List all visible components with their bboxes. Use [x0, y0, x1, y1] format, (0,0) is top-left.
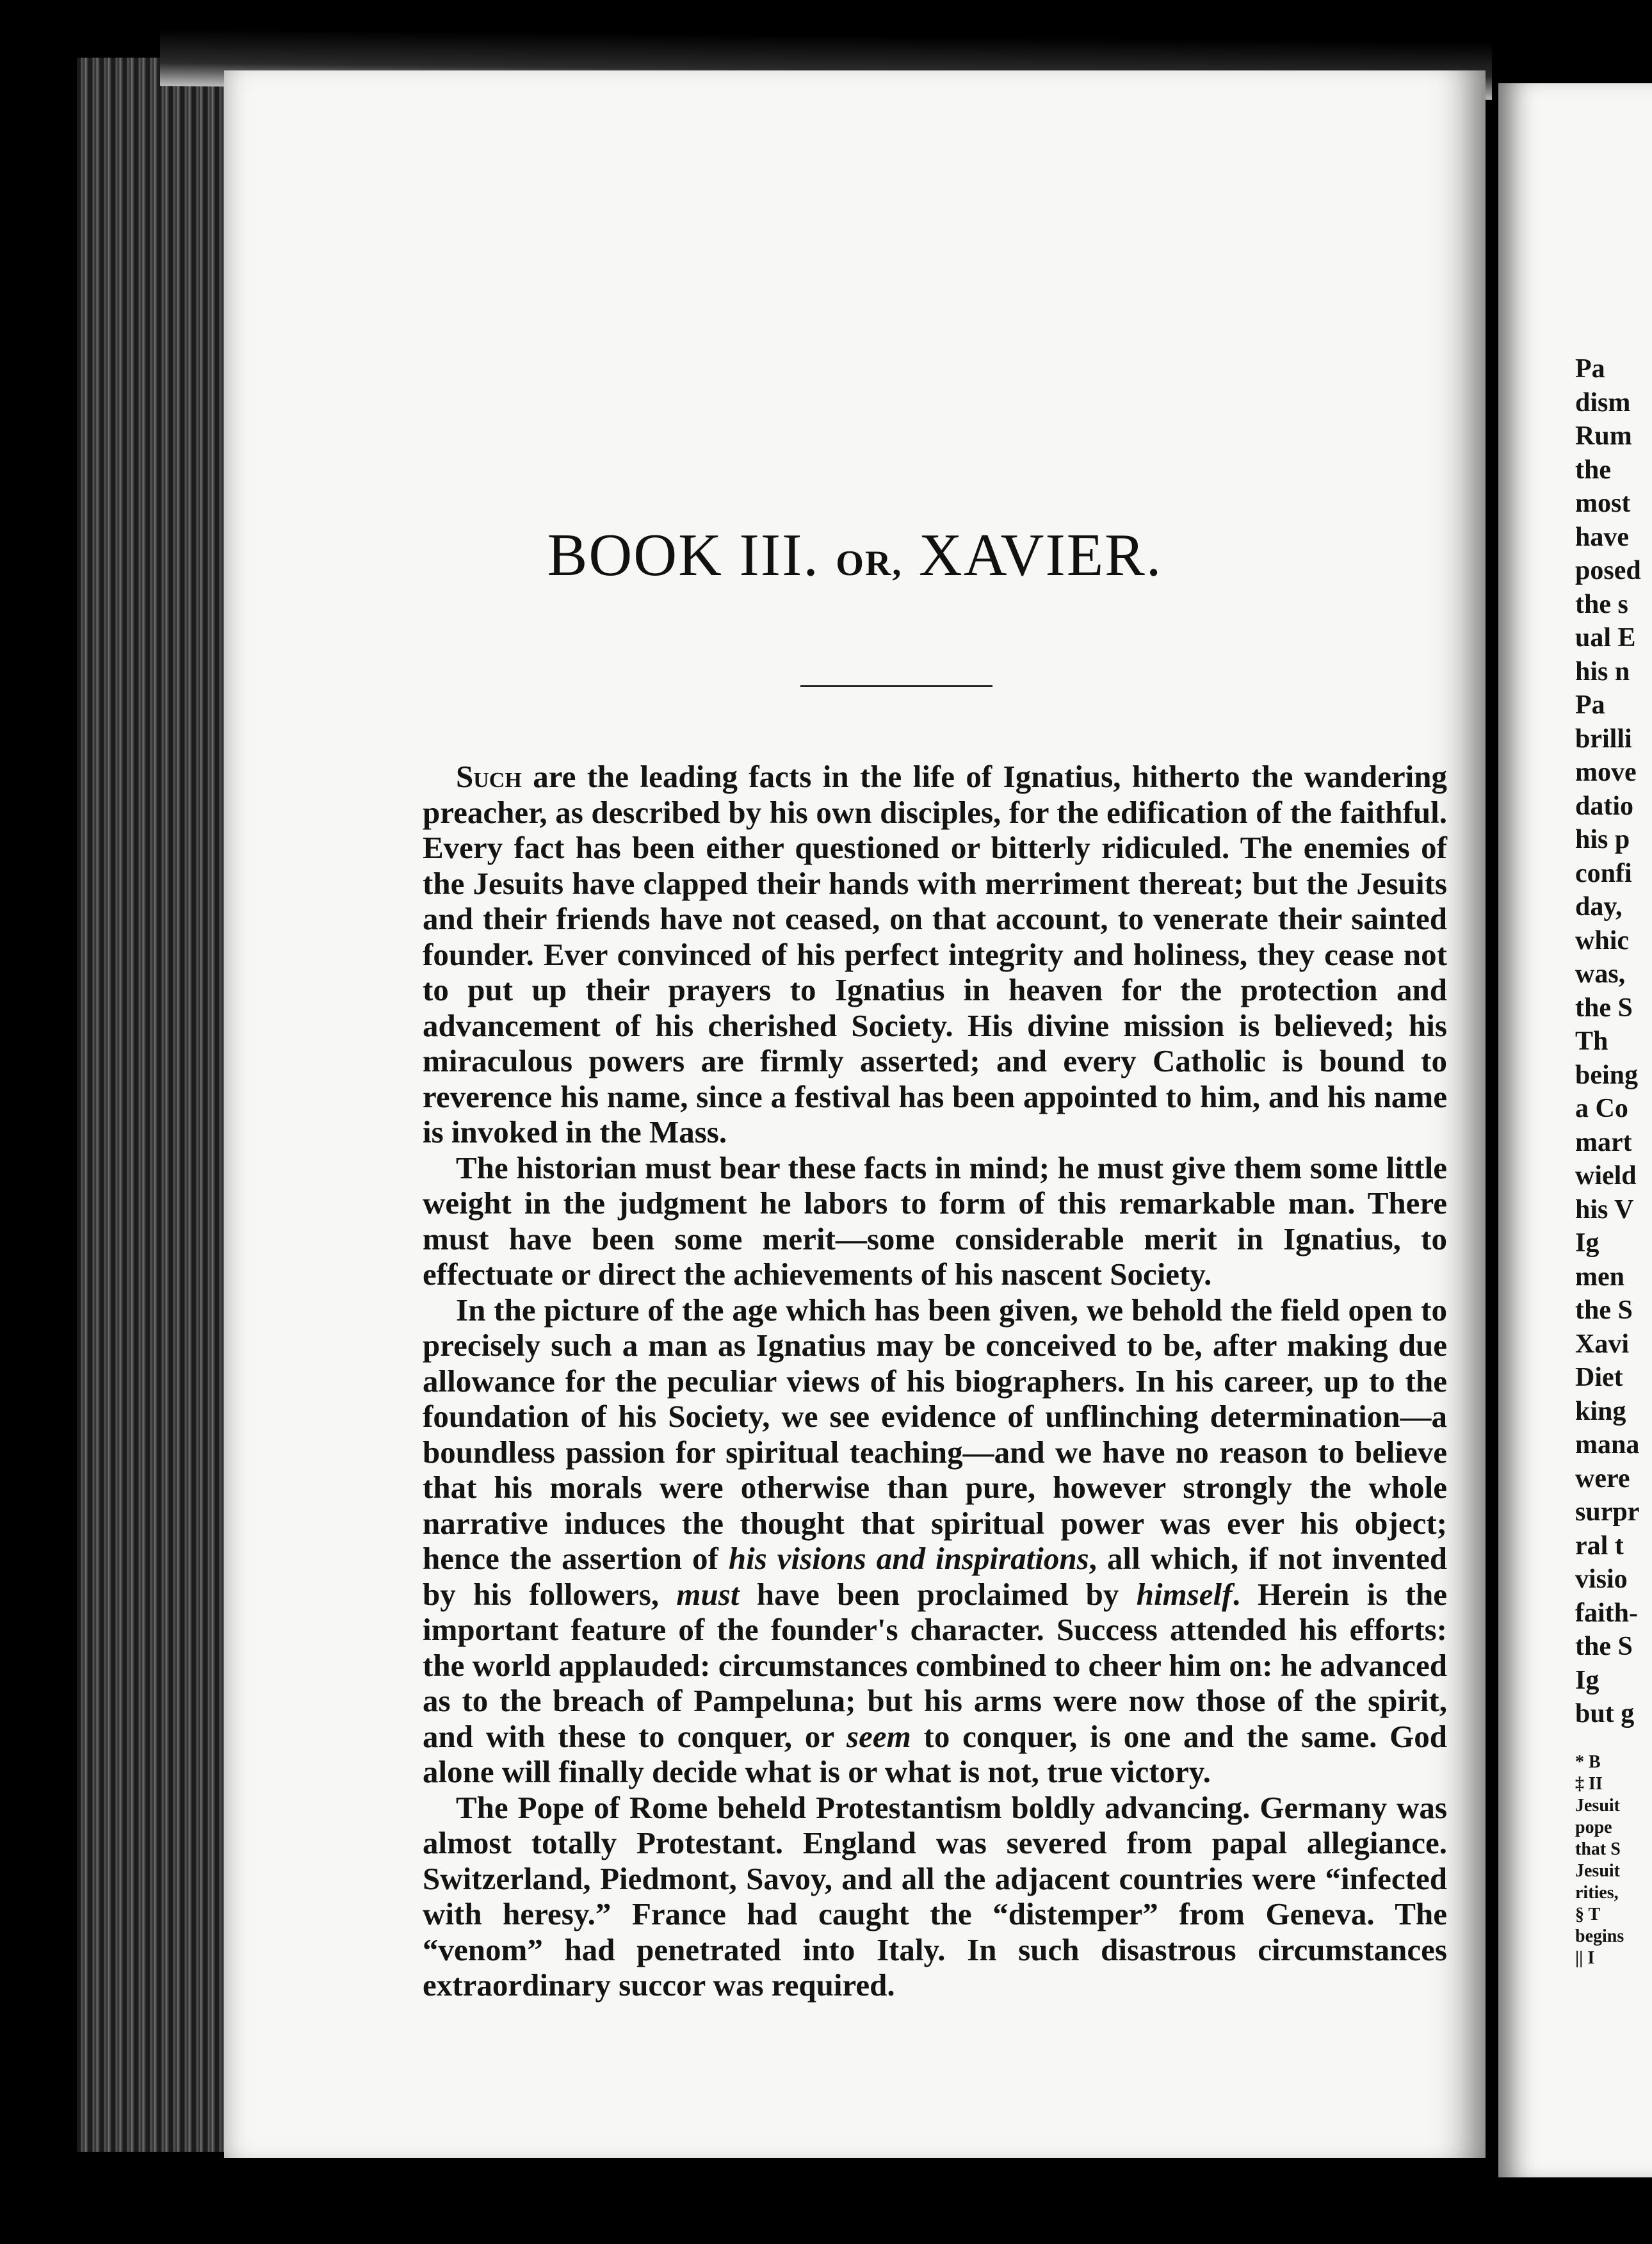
- book-number: BOOK III.: [547, 521, 820, 589]
- title-or: OR,: [836, 543, 903, 583]
- show-through-text: [224, 70, 1486, 743]
- emphasis: must: [676, 1576, 740, 1612]
- right-page-footnote: rities,: [1575, 1883, 1619, 1903]
- paragraph-4: The Pope of Rome beheld Protestantism boldly advancing. Germany was almost totally Protestant. England was severed from papal allegiance. Switzerland, Piedmont, Savoy, and all the adjacent countries were “infected with heresy.” France had caught the “distemper” from Geneva. The “venom” had penetrated into Italy. In such disastrous circumstances extraordinary succor was required.: [423, 1789, 1447, 2003]
- right-page-line: his n: [1575, 656, 1630, 687]
- right-page-line: Ig: [1575, 1665, 1599, 1695]
- right-page-line: wield: [1575, 1161, 1637, 1191]
- right-page-lines: [1575, 352, 1641, 1731]
- right-page-footnote: ‡ II: [1575, 1774, 1603, 1794]
- right-page-footnotes: [1575, 1752, 1624, 1969]
- left-page: [224, 70, 1486, 2158]
- right-page-line: the S: [1575, 1632, 1633, 1661]
- right-page-line: ual E: [1575, 623, 1636, 653]
- right-page-line: move: [1575, 758, 1637, 787]
- right-page-line: Pa: [1575, 690, 1605, 720]
- right-page-line: have: [1575, 522, 1629, 552]
- right-page-line: his V: [1575, 1194, 1634, 1224]
- paragraph-text: , all which, if not invented by his followers,: [423, 1541, 1448, 1612]
- right-page-line: surpr: [1575, 1497, 1640, 1527]
- right-page-line: his p: [1575, 825, 1630, 854]
- right-page-line: dism: [1575, 387, 1631, 418]
- right-page-line: faith-: [1575, 1598, 1638, 1628]
- paragraph-3: [423, 1292, 1447, 1790]
- right-page-line: posed: [1575, 556, 1641, 585]
- right-page-footnote: || I: [1575, 1948, 1595, 1968]
- right-page-line: brilli: [1575, 724, 1632, 754]
- right-page-line: mart: [1575, 1127, 1632, 1157]
- page-edges: [77, 58, 224, 2152]
- book-subject: XAVIER.: [918, 521, 1163, 589]
- emphasis: his visions and inspirations: [728, 1541, 1089, 1576]
- right-page-line: mana: [1575, 1430, 1640, 1459]
- right-page-line: men: [1575, 1262, 1624, 1292]
- right-page-footnote: that S: [1575, 1839, 1621, 1859]
- right-page-line: most: [1575, 489, 1631, 518]
- right-page-line: was,: [1575, 959, 1626, 989]
- paragraph-text: have been proclaimed by: [739, 1576, 1137, 1612]
- right-page-footnote: pope: [1575, 1817, 1612, 1837]
- emphasis: seem: [846, 1718, 911, 1754]
- paragraph-text: are the leading facts in the life of Ignatius, hitherto the wandering preacher, as described by his own disciples, for the edification of the faithful. Every fact has been either questioned or bitterly ridiculed. The enemies of the Jesuits have clapped their hands with merriment thereat; but the Jesuits and their friends have not ceased, on that account, to venerate their sainted founder. Ever convinced of his perfect integrity and holiness, they cease not to put up their prayers to Ignatius in heaven for the protection and advancement of his cherished Society. His divine mission is believed; his miraculous powers are firmly asserted; and every Catholic is bound to reverence his name, since a festival has been appointed to him, and his name is invoked in the Mass.: [423, 759, 1447, 1150]
- paragraph-2: The historian must bear these facts in mind; he must give them some little weight in the judgment he labors to form of this remarkable man. There must have been some merit—some considerable merit in Ignatius, to effectuate or direct the achievements of his nascent Society.: [423, 1150, 1447, 1292]
- right-page-line: ral t: [1575, 1531, 1624, 1561]
- right-page-footnote: * B: [1575, 1752, 1601, 1772]
- right-page-footnote: Jesuit: [1575, 1861, 1620, 1881]
- right-page-line: day,: [1575, 892, 1623, 922]
- right-page-footnote: § T: [1575, 1905, 1601, 1924]
- right-page-line: Xavi: [1575, 1329, 1629, 1359]
- right-page-line: Diet: [1575, 1363, 1623, 1392]
- paragraph-text: . Herein is the important feature of the founder's character. Success attended his efforts: the world applauded: circumstances combined to cheer him on: he advanced as to the breach of Pampeluna; but his arms were now those of the spirit, and with these to conquer, or: [423, 1576, 1447, 1754]
- right-page-line: a Co: [1575, 1094, 1628, 1123]
- paragraph-text: to conquer, is one and the same. God alone will finally decide what is or what is not, true victory.: [423, 1718, 1448, 1789]
- right-page-line: Ig: [1575, 1228, 1599, 1258]
- right-page-line: but g: [1575, 1699, 1635, 1728]
- right-page-line: Th: [1575, 1027, 1608, 1056]
- right-page-line: were: [1575, 1463, 1630, 1493]
- right-page-line: king: [1575, 1396, 1626, 1426]
- body-text: [423, 759, 1447, 2003]
- paragraph-text: In the picture of the age which has been given, we behold the field open to precisely such a man as Ignatius may be conceived to be, after making due allowance for the peculiar views of his biographers. In his career, up to the foundation of his Society, we see evidence of unflinching determination—a boundless passion for spiritual teaching—and we have no reason to believe that his morals were otherwise than pure, however strongly the whole narrative induces the thought that spiritual power was ever his object; hence the assertion of: [423, 1292, 1447, 1576]
- right-page-footnote: Jesuit: [1575, 1796, 1620, 1816]
- right-page-footnote: begins: [1575, 1926, 1624, 1946]
- right-page-line: the s: [1575, 589, 1628, 619]
- right-page-line: visio: [1575, 1565, 1628, 1594]
- right-page-line: datio: [1575, 791, 1634, 821]
- right-page-line: Pa: [1575, 354, 1605, 384]
- drop-lead: Such: [456, 759, 522, 794]
- right-page-line: the: [1575, 455, 1611, 485]
- right-page-line: Rum: [1575, 421, 1632, 451]
- right-page-line: the S: [1575, 993, 1633, 1023]
- right-page-line: the S: [1575, 1296, 1633, 1325]
- book-title: [224, 521, 1486, 590]
- right-page-line: confi: [1575, 858, 1632, 888]
- title-rule: [800, 685, 992, 687]
- right-page-fragment: [1498, 83, 1652, 2177]
- right-page-line: whic: [1575, 925, 1629, 955]
- emphasis: himself: [1136, 1576, 1233, 1612]
- paragraph-1: [423, 759, 1447, 1150]
- right-page-line: being: [1575, 1060, 1639, 1090]
